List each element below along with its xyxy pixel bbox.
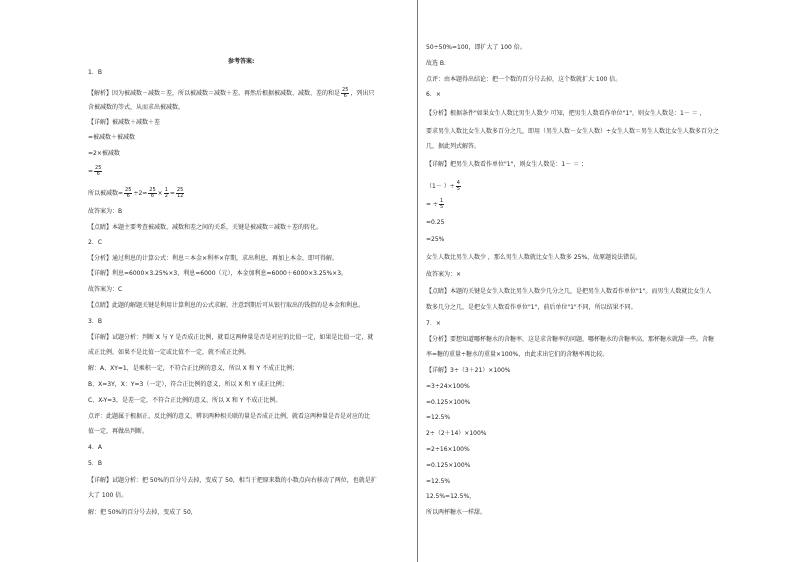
- answer-title: 参考答案:: [228, 58, 255, 65]
- text-line: 率=糖的重量÷糖水的重量×100%，由此求出它们的含糖率再比较。: [426, 351, 609, 358]
- text-line: 【详解】被减数＋减数＋差: [88, 119, 161, 126]
- text-line: 1．B: [88, 69, 102, 76]
- text-line: 2．C: [88, 239, 103, 246]
- fraction: $\frac{25}{6}$: [125, 187, 132, 199]
- text-line: 几，据此列式解答。: [426, 143, 481, 150]
- text-line: 含被减数的等式，从而求出被减数。: [88, 104, 185, 111]
- text-line: 6．×: [426, 91, 441, 98]
- text-line: C、X-Y=3，是差一定，不符合正比例的意义，所以 X 和 Y 不成正比例。: [88, 397, 282, 404]
- text-line: 【点睛】本题主要考查被减数、减数和差之间的关系，关键是被减数＝减数＋差的转化。: [88, 224, 323, 231]
- fraction: $\frac{25}{6}$: [342, 87, 349, 99]
- text-line: =2÷16×100%: [426, 446, 470, 453]
- text-line: 解：A、XY=1，是乘积一定，不符合正比例的意义，所以 X 和 Y 不成正比例；: [88, 365, 299, 372]
- text-line: =0.25: [426, 219, 445, 226]
- text-line: 【分析】通过利息的计算公式：利息＝本金×利率×存期，求出利息，再加上本金，即可得解。: [88, 255, 339, 262]
- text-line: 所以两杯糖水一样甜。: [426, 509, 487, 516]
- text-line: 【点睛】本题的关键是女生人数比男生人数少几分之几，是把男生人数看作单位"1"。而男生人数就比女生人: [426, 288, 712, 295]
- text-line: 女生人数比男生人数少 ，那么男生人数就比女生人数多 25%，故原题说法错误。: [426, 254, 642, 261]
- text-line: 7．×: [426, 320, 441, 327]
- column-divider: [417, 0, 418, 562]
- text-line: 值一定，再做出判断。: [88, 428, 149, 435]
- text-line: 【点睛】此题的解题关键是利用计算利息的公式求解，注意到期后可从银行取出的钱指的是本金和利息。: [88, 302, 365, 309]
- text-line: 数多几分之几，是把女生人数看作单位"1"，前后单位"1"不同，所以结果不同。: [426, 304, 637, 311]
- fraction: $\frac{25}{6}$: [95, 165, 102, 177]
- text-line: 【详解】把男生人数看作单位"1"，则女生人数是：1－ ＝ ；: [426, 161, 587, 168]
- fraction: $\frac{25}{6}$: [149, 187, 156, 199]
- text-line: 点评：此题属于根据正、反比例的意义，辨识两种相关联的量是否成正比例，就看这两种量是否是对应的比: [88, 413, 371, 420]
- text-line: 大了 100 倍。: [88, 492, 128, 499]
- text-line: 4．A: [88, 444, 102, 451]
- text-line: 故答案为：×: [426, 271, 462, 278]
- text-line: =被减数＋被减数: [88, 134, 136, 141]
- text-line: 【分析】根据条件"如果女生人数比男生人数少 可知，把男生人数看作单位"1"，则女生人数是：1－ ＝ ，: [426, 110, 706, 117]
- text-line: 要求男生人数比女生人数多百分之几，即用（男生人数－女生人数）÷女生人数＝男生人数比女生人数多百分之: [426, 128, 720, 135]
- text-line: 12.5%=12.5%，: [426, 493, 476, 500]
- text-line: 故答案为：B: [88, 208, 123, 215]
- text-line: 故答案为：C: [88, 286, 123, 293]
- calc-line: = ÷ $\frac{1}{5}$: [426, 198, 444, 210]
- text-line: 【详解】试题分析：把 50%的百分号去掉，变成了 50，相当于把原来数的小数点向右移动了两位，也就是扩: [88, 477, 377, 484]
- text-line: =2×被减数: [88, 150, 120, 157]
- text-line: =12.5%: [426, 414, 451, 421]
- text-line: 解：把 50%的百分号去掉，变成了 50，: [88, 509, 197, 516]
- text-line: 50÷50%=100，即扩大了 100 倍。: [426, 44, 526, 51]
- text-line: 故选 B．: [426, 60, 451, 67]
- text-line: 【分析】要想知道哪杯糖水的含糖率，这是求含糖率的问题，哪杯糖水的含糖率高，那杯糖水就甜一些。含糖: [426, 336, 715, 343]
- calc-line: 所以被减数= $\frac{25}{6}$ ÷2= $\frac{25}{6}$ × $\frac{1}{2}$ = $\frac{25}{12}$: [88, 187, 184, 199]
- text-line: =0.125×100%: [426, 462, 471, 469]
- text-line: =12.5%: [426, 478, 451, 485]
- fraction: $\frac{1}{5}$: [439, 198, 444, 210]
- fraction: $\frac{4}{5}$: [456, 180, 460, 192]
- text-line: 3．B: [88, 318, 102, 325]
- fraction: $\frac{25}{12}$: [176, 187, 184, 199]
- text-line: 成正比例，如果不是比值一定或比值不一定，就不成正比例。: [88, 349, 251, 356]
- text-line: = $\frac{25}{6}$: [88, 165, 102, 177]
- text-line: 点评：由本题得出结论：把一个数的百分号去掉，这个数就扩大 100 倍。: [426, 76, 622, 83]
- text-line: 5．B: [88, 460, 102, 467]
- calc-line: （1－ ）÷ $\frac{4}{5}$: [426, 180, 460, 192]
- text-line: 2÷（2＋14）×100%: [426, 430, 487, 437]
- text-line: B、X=3Y，X：Y=3（一定），符合正比例的意义，所以 X 和 Y 成正比例；: [88, 381, 288, 388]
- text-line: =0.125×100%: [426, 399, 471, 406]
- text-line: =25%: [426, 236, 445, 243]
- text-line: 【详解】试题分析：判断 X 与 Y 是否成正比例，就看这两种量是否是对应的比值一定，如果是比值一定，就: [88, 334, 374, 341]
- text-line: 【解析】因为被减数－减数＝差，所以被减数＝减数＋差。再然后根据被减数、减数、差的和是 $\frac{25}{6}$ ，列出只: [88, 87, 375, 99]
- text-line: 【详解】3÷（3＋21）×100%: [426, 367, 511, 374]
- text-line: 【详解】利息=6000×3.25%×3，利息=6000（元），本金加利息=6000＋6000×3.25%×3。: [88, 270, 348, 277]
- fraction: $\frac{1}{2}$: [164, 187, 168, 199]
- text-line: =3÷24×100%: [426, 383, 470, 390]
